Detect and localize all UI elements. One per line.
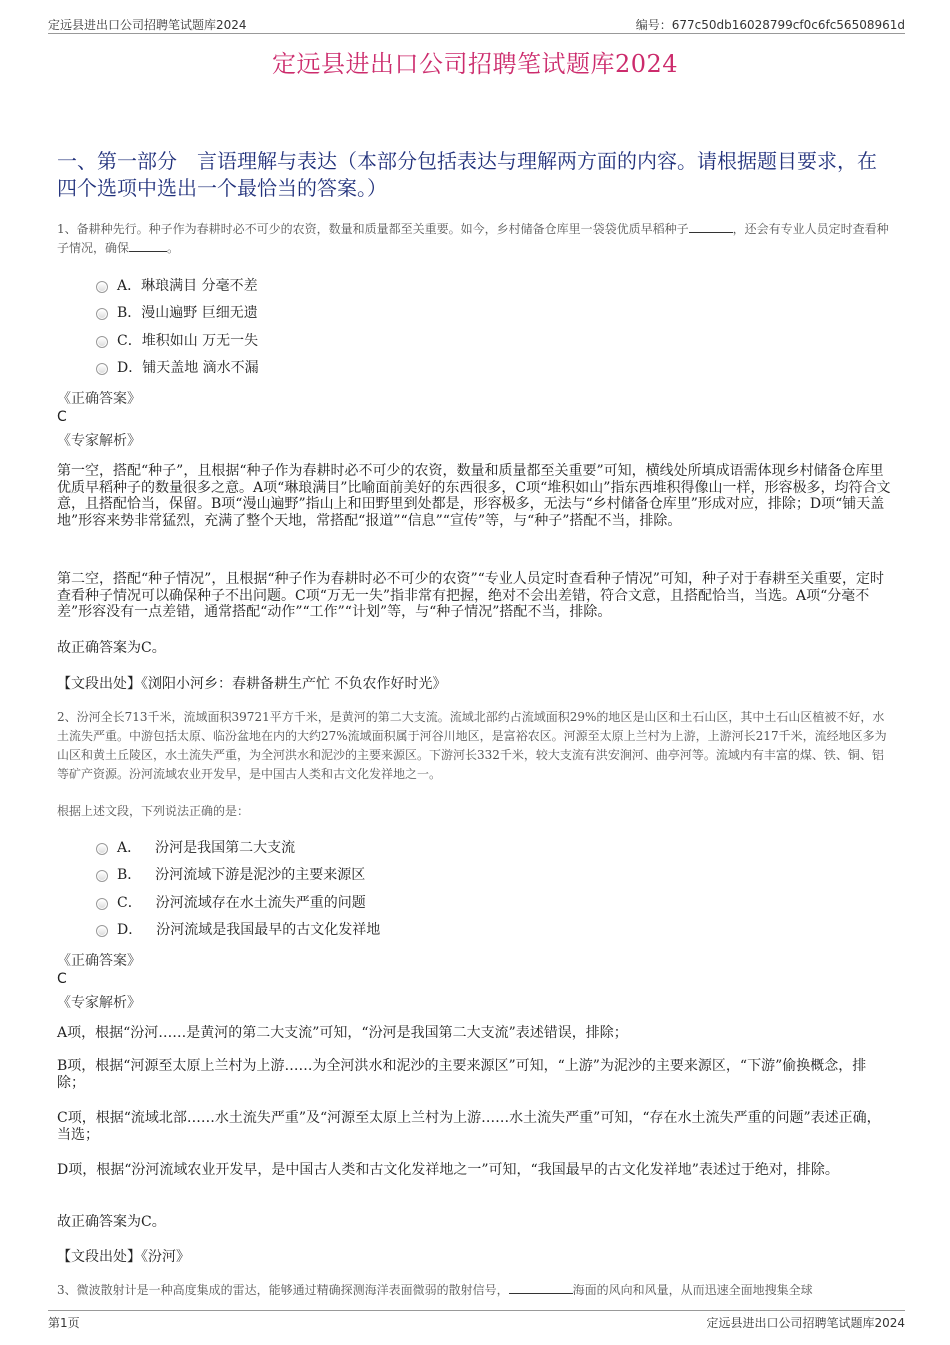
- analysis-label: 《专家解析》: [57, 433, 141, 449]
- page-footer: [48, 1310, 905, 1330]
- analysis-conclusion: 故正确答案为C。: [57, 640, 166, 656]
- question-1-stem: 1、备耕种先行。种子作为春耕时必不可少的农资，数量和质量都至关重要。如今，乡村储备仓库里一袋袋优质早稻种子 ，还会有专业人员定时查看种子情况，确保 。: [57, 222, 889, 255]
- section-heading: 一、第一部分 言语理解与表达（本部分包括表达与理解两方面的内容。请根据题目要求，在四个选项中选出一个最恰当的答案。）: [57, 149, 877, 200]
- question-3-stem: 3、微波散射计是一种高度集成的雷达，能够通过精确探测海洋表面微弱的散射信号， 海面的风向和风量，从而迅速全面地搜集全球: [57, 1283, 813, 1297]
- answer-label: 《正确答案》: [57, 953, 141, 969]
- page-number: 第1页: [48, 1316, 80, 1330]
- answer-label: 《正确答案》: [57, 391, 141, 407]
- radio-icon[interactable]: [96, 925, 108, 937]
- header-doc-title: 定远县进出口公司招聘笔试题库2024: [48, 18, 247, 32]
- analysis-paragraph: C项，根据“流域北部……水土流失严重”及“河源至太原上兰村为上游……水土流失严重”可知，“存在水土流失严重的问题”表述正确，当选；: [57, 1110, 881, 1143]
- question-2-stem: 2、汾河全长713千米，流域面积39721平方千米，是黄河的第二大支流。流域北部约占流域面积29%的地区是山区和土石山区，其中土石山区植被不好，水土流失严重。中游包括太原、临汾盆地在内的大约27%流域面积属于河谷川地区，是富裕农区。河源至太原上兰村为上游，上游河长217千米，流经地区多为山区和黄土丘陵区，水土流失严重，为全河洪水和泥沙的主要来源区。下游河长332千米，较大支流有洪安涧河、曲亭河等。流域内有丰富的煤、铁、铜、铝等矿产资源。汾河流域农业开发早，是中国古人类和古文化发祥地之一。: [57, 710, 887, 781]
- option-d[interactable]: D． 铺天盖地 滴水不漏: [96, 354, 259, 382]
- question-2-options: [96, 833, 380, 943]
- footer-doc-title: 定远县进出口公司招聘笔试题库2024: [706, 1316, 905, 1330]
- analysis-label: 《专家解析》: [57, 995, 141, 1011]
- radio-icon[interactable]: [96, 870, 108, 882]
- answer-value: C: [57, 409, 67, 425]
- option-b[interactable]: B． 漫山遍野 巨细无遗: [96, 299, 259, 327]
- analysis-paragraph: A项，根据“汾河……是黄河的第二大支流”可知，“汾河是我国第二大支流”表述错误，排除；: [57, 1025, 628, 1041]
- page-title: 定远县进出口公司招聘笔试题库2024: [271, 50, 679, 78]
- analysis-paragraph: 第一空，搭配“种子”，且根据“种子作为春耕时必不可少的农资，数量和质量都至关重要”可知，横线处所填成语需体现乡村储备仓库里优质早稻种子的数量很多之意。A项“琳琅满目”比喻面前美好的东西很多，C项“堆积如山”指东西堆积得像山一样，形容极多，均符合文意，且搭配恰当，保留。B项“漫山遍野”指山上和田野里到处都是，形容极多，无法与“乡村储备仓库里”形成对应，排除；D项“铺天盖地”形容来势非常猛烈，充满了整个天地，常搭配“报道”“信息”“宣传”等，与“种子”搭配不当，排除。: [57, 463, 891, 529]
- answer-blank: [509, 1293, 573, 1294]
- analysis-paragraph: B项，根据“河源至太原上兰村为上游……为全河洪水和泥沙的主要来源区”可知，“上游”为泥沙的主要来源区，“下游”偷换概念，排除；: [57, 1058, 867, 1091]
- radio-icon[interactable]: [96, 843, 108, 855]
- option-a[interactable]: A． 琳琅满目 分毫不差: [96, 271, 259, 299]
- radio-icon[interactable]: [96, 308, 108, 320]
- option-b[interactable]: B． 汾河流域下游是泥沙的主要来源区: [96, 861, 380, 889]
- radio-icon[interactable]: [96, 363, 108, 375]
- analysis-conclusion: 故正确答案为C。: [57, 1214, 166, 1230]
- answer-blank-1: [689, 232, 733, 233]
- radio-icon[interactable]: [96, 281, 108, 293]
- question-1-options: [96, 271, 259, 381]
- option-a[interactable]: A． 汾河是我国第二大支流: [96, 833, 380, 861]
- source-citation: 【文段出处】《浏阳小河乡：春耕备耕生产忙 不负农作好时光》: [57, 676, 447, 692]
- radio-icon[interactable]: [96, 336, 108, 348]
- header-doc-id: 编号：677c50db16028799cf0c6fc56508961d: [635, 18, 905, 32]
- question-2-prompt: 根据上述文段，下列说法正确的是：: [57, 804, 250, 818]
- answer-value: C: [57, 971, 67, 987]
- option-d[interactable]: D． 汾河流域是我国最早的古文化发祥地: [96, 916, 380, 944]
- page-header: [48, 14, 905, 34]
- answer-blank-2: [129, 251, 167, 252]
- source-citation: 【文段出处】《汾河》: [57, 1249, 190, 1265]
- analysis-paragraph: 第二空，搭配“种子情况”，且根据“种子作为春耕时必不可少的农资”“专业人员定时查看种子情况”可知，种子对于春耕至关重要，定时查看种子情况可以确保种子不出问题。C项“万无一失”指非常有把握，绝对不会出差错，符合文意，且搭配恰当，当选。A项“分毫不差”形容没有一点差错，通常搭配“动作”“工作”“计划”等，与“种子情况”搭配不当，排除。: [57, 571, 884, 620]
- option-c[interactable]: C． 汾河流域存在水土流失严重的问题: [96, 888, 380, 916]
- radio-icon[interactable]: [96, 898, 108, 910]
- analysis-paragraph: D项，根据“汾河流域农业开发早，是中国古人类和古文化发祥地之一”可知，“我国最早的古文化发祥地”表述过于绝对，排除。: [57, 1162, 839, 1178]
- option-c[interactable]: C． 堆积如山 万无一失: [96, 326, 259, 354]
